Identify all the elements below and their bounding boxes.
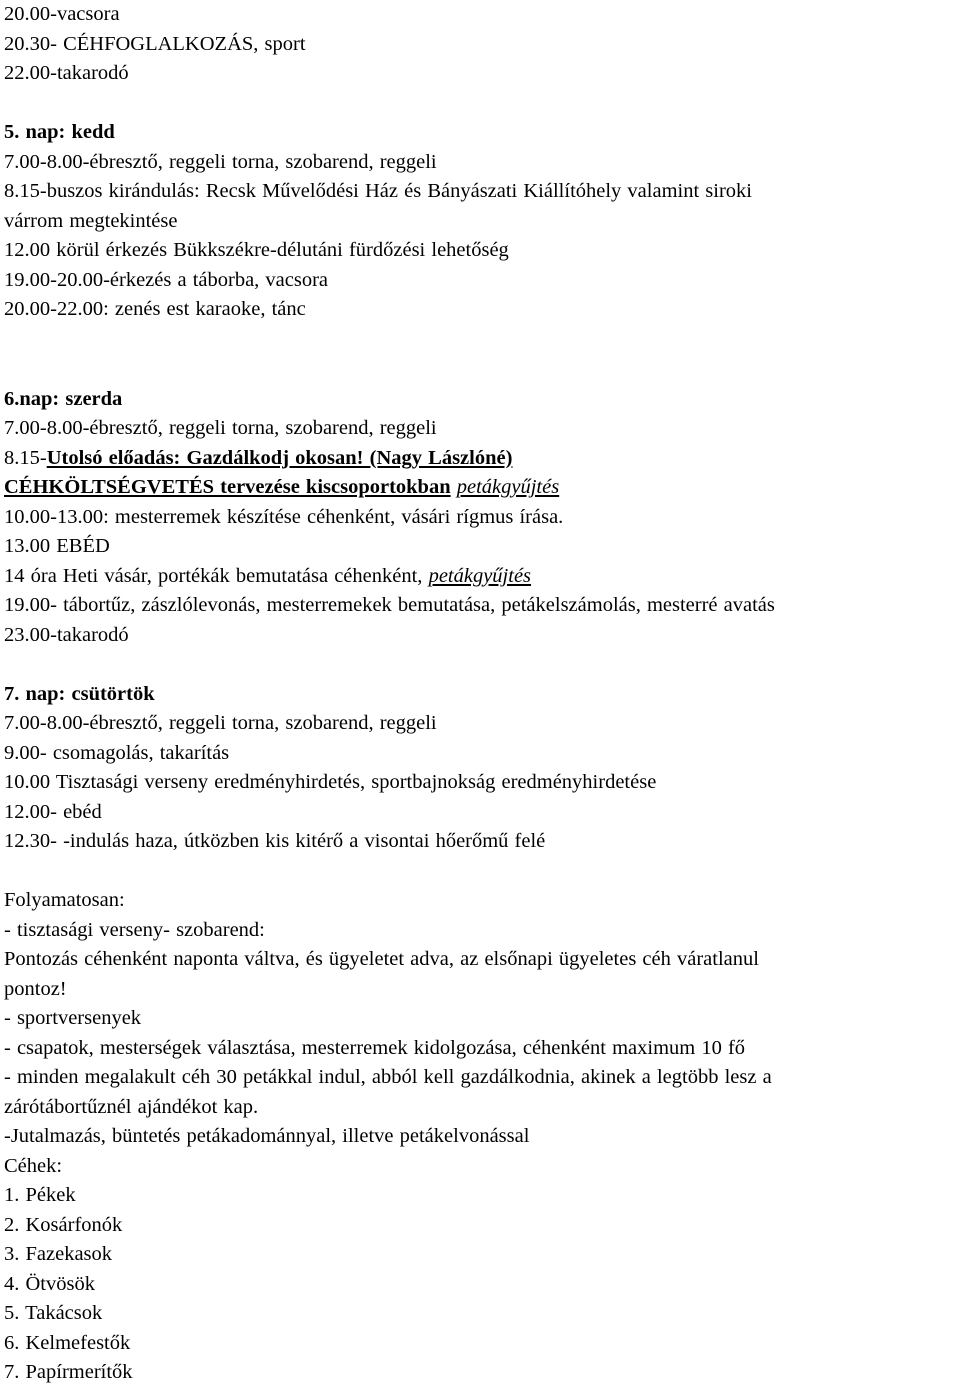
guild-item: 7. Papírmerítők xyxy=(4,1361,133,1383)
schedule-line xyxy=(4,444,960,474)
time-prefix: 8.15- xyxy=(4,446,47,469)
guild-item: 5. Takácsok xyxy=(4,1302,103,1324)
petak-collection-label: petákgyűjtés xyxy=(428,564,532,587)
schedule-line: 20.00-22.00: zenés est karaoke, tánc xyxy=(4,298,306,320)
rule-line: - sportversenyek xyxy=(4,1007,142,1029)
schedule-line: 8.15-buszos kirándulás: Recsk Művelődési Ház és Bányászati Kiállítóhely valamint siroki xyxy=(4,180,752,202)
guild-item: 1. Pékek xyxy=(4,1184,76,1206)
schedule-line: 10.00-13.00: mesterremek készítése céhenként, vásári rígmus írása. xyxy=(4,505,564,528)
schedule-line: 9.00- csomagolás, takarítás xyxy=(4,741,230,764)
schedule-line: 19.00- tábortűz, zászlólevonás, mesterremekek bemutatása, petákelszámolás, mesterré avatás xyxy=(4,594,775,616)
day-heading: 5. nap: kedd xyxy=(4,121,115,143)
rule-line: - csapatok, mesterségek választása, mesterremek kidolgozása, céhenként maximum 10 fő xyxy=(4,1036,746,1059)
section-heading: Folyamatosan: xyxy=(4,889,125,911)
schedule-line: 20.30- CÉHFOGLALKOZÁS, sport xyxy=(4,32,306,55)
rule-line: Pontozás céhenként naponta váltva, és ügyeletet adva, az elsőnapi ügyeletes céh váratlanul xyxy=(4,948,759,970)
schedule-document xyxy=(4,0,960,1388)
schedule-line xyxy=(4,562,960,592)
guild-item: 6. Kelmefestők xyxy=(4,1331,131,1354)
section-heading: Céhek: xyxy=(4,1154,63,1177)
market-text: 14 óra Heti vásár, portékák bemutatása céhenként, xyxy=(4,564,423,587)
schedule-line: várrom megtekintése xyxy=(4,209,178,232)
day5-section xyxy=(4,118,960,325)
schedule-line: 23.00-takarodó xyxy=(4,623,129,646)
schedule-line: 10.00 Tisztasági verseny eredményhirdetés, sportbajnokság eredményhirdetése xyxy=(4,771,657,793)
spacer xyxy=(4,325,960,385)
schedule-line: 7.00-8.00-ébresztő, reggeli torna, szobarend, reggeli xyxy=(4,417,437,439)
schedule-line: 7.00-8.00-ébresztő, reggeli torna, szobarend, reggeli xyxy=(4,150,437,173)
ongoing-section xyxy=(4,886,960,1152)
spacer xyxy=(4,89,960,119)
spacer xyxy=(4,857,960,887)
spacer xyxy=(4,650,960,680)
guild-item: 4. Ötvösök xyxy=(4,1272,95,1295)
lecture-title: Utolsó előadás: Gazdálkodj okosan! (Nagy Lászlóné) xyxy=(46,446,513,469)
rule-line: zárótábortűznél ajándékot kap. xyxy=(4,1095,259,1118)
rule-line: pontoz! xyxy=(4,977,67,1000)
guild-item: 3. Fazekasok xyxy=(4,1243,113,1265)
day-heading: 6.nap: szerda xyxy=(4,387,123,410)
day-heading: 7. nap: csütörtök xyxy=(4,682,155,705)
day6-section xyxy=(4,385,960,651)
schedule-line: 12.30- -indulás haza, útközben kis kitérő a visontai hőerőmű felé xyxy=(4,830,546,852)
guild-item: 2. Kosárfonók xyxy=(4,1213,123,1236)
petak-collection-label: petákgyűjtés xyxy=(456,476,560,498)
rule-line: - tisztasági verseny- szobarend: xyxy=(4,918,265,941)
day7-section xyxy=(4,680,960,857)
schedule-line: 22.00-takarodó xyxy=(4,62,129,84)
schedule-line: 13.00 EBÉD xyxy=(4,535,110,557)
rule-line: - minden megalakult céh 30 petákkal indul, abból kell gazdálkodnia, akinek a legtöbb lesz a xyxy=(4,1066,772,1088)
budget-planning-title: CÉHKÖLTSÉGVETÉS tervezése kiscsoportokban xyxy=(4,476,451,498)
schedule-line xyxy=(4,473,960,503)
guilds-section xyxy=(4,1152,960,1388)
rule-line: -Jutalmazás, büntetés petákadománnyal, illetve petákelvonással xyxy=(4,1125,530,1147)
schedule-line: 12.00- ebéd xyxy=(4,800,102,823)
schedule-line: 7.00-8.00-ébresztő, reggeli torna, szobarend, reggeli xyxy=(4,712,437,734)
day4-evening-section xyxy=(4,0,960,89)
schedule-line: 20.00-vacsora xyxy=(4,3,120,25)
schedule-line: 12.00 körül érkezés Bükkszékre-délutáni fürdőzési lehetőség xyxy=(4,239,509,261)
schedule-line: 19.00-20.00-érkezés a táborba, vacsora xyxy=(4,268,329,291)
